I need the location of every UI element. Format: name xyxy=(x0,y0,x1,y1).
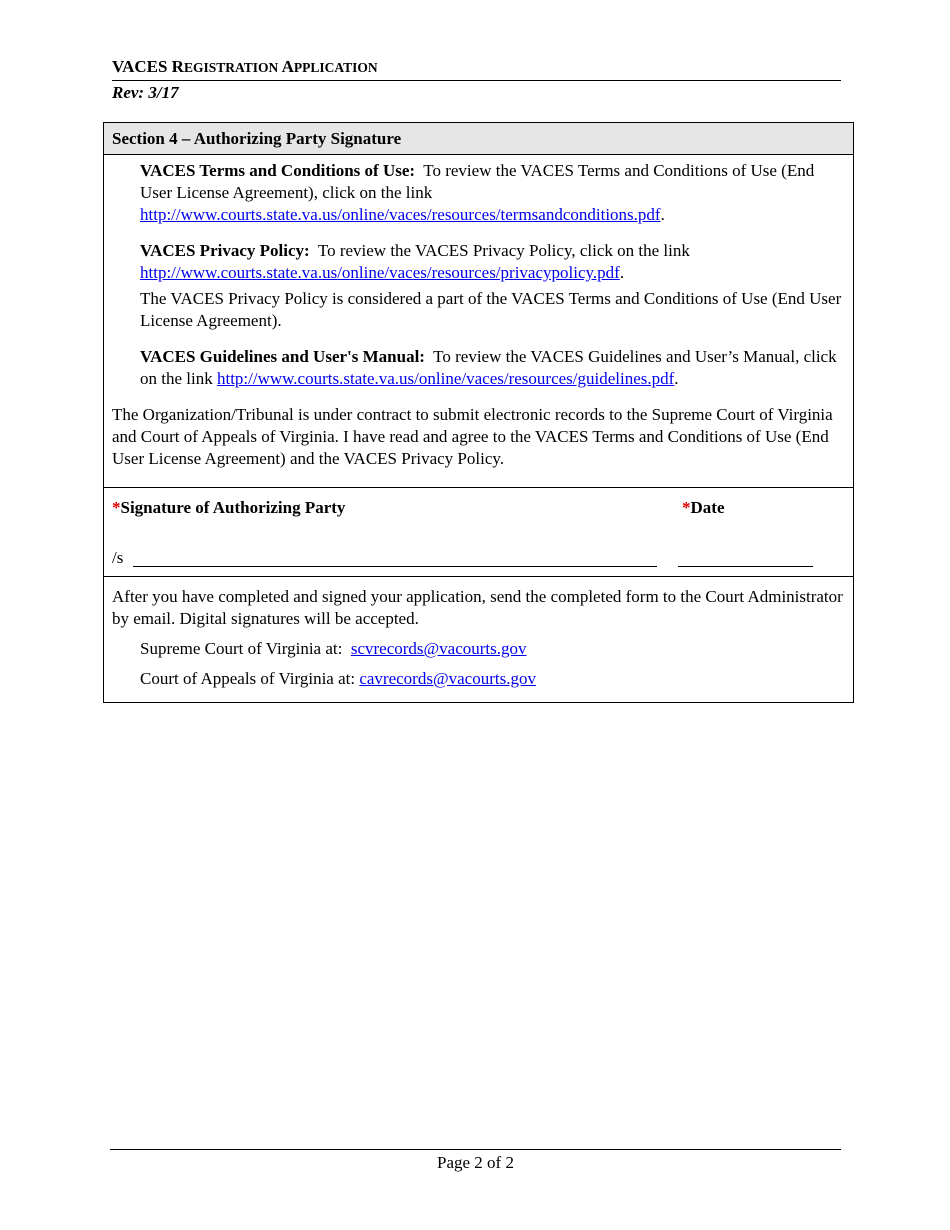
terms-block: VACES Terms and Conditions of Use: To review the VACES Terms and Conditions of Use (End User License Agreement), click on the link http://www.courts.state.va.us/online/vaces/resources/termsandconditions.pdf. xyxy=(140,161,815,224)
date-label xyxy=(682,498,724,518)
title-part: VACES R xyxy=(112,57,184,76)
section-heading: Section 4 – Authorizing Party Signature xyxy=(104,123,853,155)
terms-link[interactable]: http://www.courts.state.va.us/online/vaces/resources/termsandconditions.pdf xyxy=(140,205,661,224)
page-footer xyxy=(110,1149,841,1173)
guidelines-title: VACES Guidelines and User's Manual: xyxy=(140,347,425,366)
appeals-court-contact xyxy=(112,668,845,690)
title-part: EGISTRATION xyxy=(183,60,282,75)
section-4-box xyxy=(103,122,854,703)
agreement-text: The Organization/Tribunal is under contract to submit electronic records to the Supreme Court of Virginia and Court of Appeals of Virginia. I have read and agree to the VACES Terms and Conditions of Use (End User License Agreement) and the VACES Privacy Policy. xyxy=(112,405,833,468)
title-part: A xyxy=(281,57,294,76)
appeals-court-label: Court of Appeals of Virginia at: xyxy=(140,669,356,688)
date-label-text: Date xyxy=(690,498,725,517)
terms-text: To review the VACES Terms and Conditions of Use (End User License Agreement), click on the link xyxy=(140,161,815,202)
guidelines-link[interactable]: http://www.courts.state.va.us/online/vaces/resources/guidelines.pdf xyxy=(216,369,675,388)
submission-block xyxy=(104,576,853,702)
guidelines-text: To review the VACES Guidelines and User’s Manual, click on the link xyxy=(140,347,837,388)
terms-title: VACES Terms and Conditions of Use: xyxy=(140,161,416,180)
supreme-court-email-link[interactable]: scvrecords@vacourts.gov xyxy=(350,639,527,658)
signature-prefix: /s xyxy=(112,548,124,567)
page-header xyxy=(112,56,841,104)
required-asterisk: * xyxy=(112,498,121,517)
date-field[interactable] xyxy=(678,566,813,567)
guidelines-block: VACES Guidelines and User's Manual: To review the VACES Guidelines and User’s Manual, click on the link http://www.courts.state.va.us/online/vaces/resources/guidelines.pdf. xyxy=(140,347,837,388)
page-number: Page 2 of 2 xyxy=(437,1153,514,1172)
submission-instructions: After you have completed and signed your application, send the completed form to the Court Administrator by email. Digital signatures will be accepted. xyxy=(112,587,843,628)
privacy-title: VACES Privacy Policy: xyxy=(140,241,310,260)
required-asterisk: * xyxy=(682,498,691,517)
privacy-text: To review the VACES Privacy Policy, click on the link xyxy=(317,241,690,260)
revision-label: Rev: 3/17 xyxy=(112,83,179,102)
section-content xyxy=(104,155,853,487)
document-title xyxy=(112,56,841,81)
privacy-link[interactable]: http://www.courts.state.va.us/online/vaces/resources/privacypolicy.pdf xyxy=(140,263,620,282)
appeals-court-email-link[interactable]: cavrecords@vacourts.gov xyxy=(359,669,536,688)
supreme-court-contact xyxy=(112,638,845,660)
supreme-court-label: Supreme Court of Virginia at: xyxy=(140,639,343,658)
title-part: PPLICATION xyxy=(293,60,378,75)
signature-field[interactable] xyxy=(133,566,657,567)
signature-label xyxy=(112,498,345,518)
signature-row xyxy=(104,487,853,576)
signature-label-text: Signature of Authorizing Party xyxy=(120,498,346,517)
privacy-note: The VACES Privacy Policy is considered a part of the VACES Terms and Conditions of Use (End User License Agreement). xyxy=(140,289,842,330)
privacy-block: VACES Privacy Policy: To review the VACES Privacy Policy, click on the link http://www.courts.state.va.us/online/vaces/resources/privacypolicy.pdf. The VACES Privacy Policy is considered a part of the VACES Terms and Conditions of Use (End User License Agreement). xyxy=(112,240,845,332)
